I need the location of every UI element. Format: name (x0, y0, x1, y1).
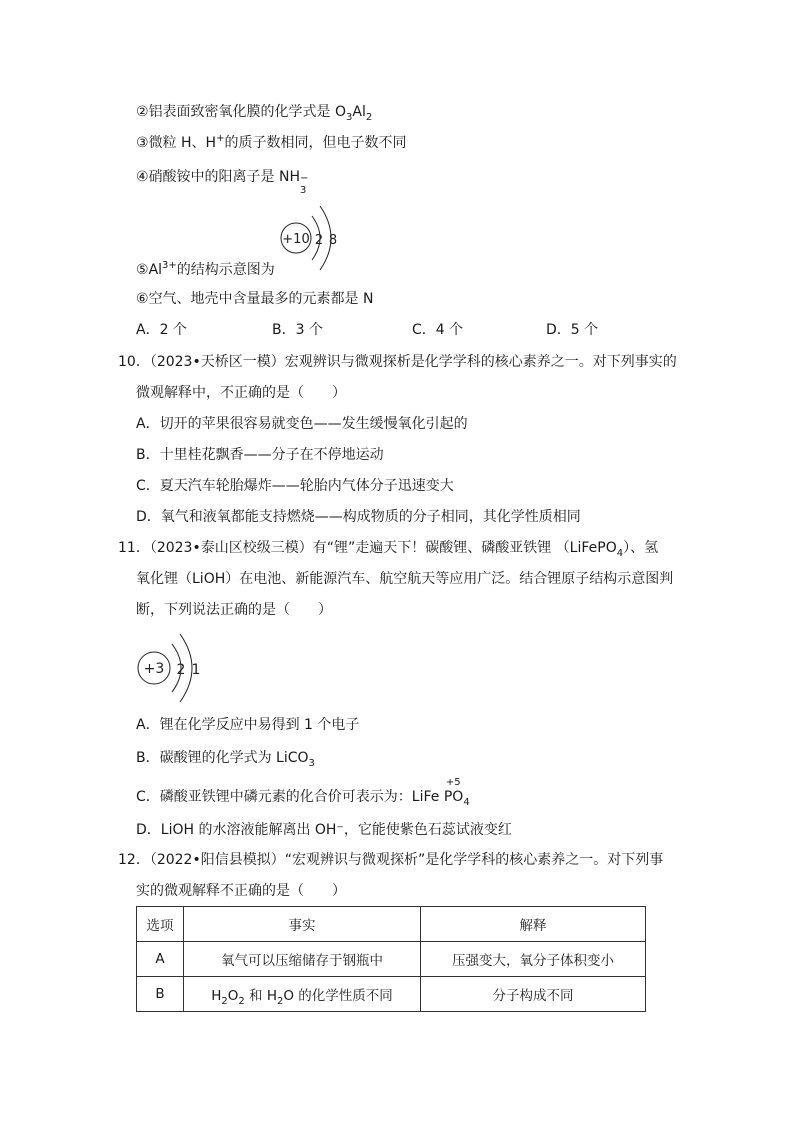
q11-option-d: D．LiOH 的水溶液能解离出 OH⁻，它能使紫色石蕊试液变红 (136, 822, 512, 838)
q10-stem-line-1: 10．（2023•天桥区一模）宏观辨识与微观探析是化学学科的核心素养之一。对下列事实的 (118, 354, 677, 370)
shell-2-electrons: 1 (191, 662, 201, 678)
shell-2-electrons: 8 (328, 233, 338, 248)
nucleus-charge: +10 (282, 232, 310, 247)
q10-option-c: C．夏天汽车轮胎爆炸——轮胎内气体分子迅速变大 (136, 478, 454, 494)
q9-item-5: $⑤Al^{3+}$的结构示意图为 (136, 260, 275, 278)
row-a-fact: 氧气可以压缩储存于钢瓶中 (184, 942, 421, 977)
table-row (137, 942, 646, 977)
table-header-row (137, 907, 646, 942)
q9-option-b: B．3 个 (272, 322, 323, 338)
q10-option-d: D．氧气和液氧都能支持燃烧——构成物质的分子相同，其化学性质相同 (136, 509, 581, 525)
row-a-option: A (137, 942, 184, 977)
q10-stem-line-2: 微观解释中，不正确的是（ ） (136, 385, 346, 401)
header-explanation: 解释 (421, 907, 646, 942)
q11-option-c: C．磷酸亚铁锂中磷元素的化合价可表示为：LiFe +5 $PO_4$ (136, 777, 470, 808)
row-b-explanation: 分子构成不同 (421, 977, 646, 1012)
q12-stem-line-1: 12．（2022•阳信县模拟）“宏观辨识与微观探析”是化学学科的核心素养之一。对下列事 (118, 852, 664, 868)
q11-stem-line-3: 断，下列说法正确的是（ ） (136, 602, 332, 618)
q11-stem-line-1: 11．（2023•泰山区校级三模）有“锂”走遍天下！碳酸锂、磷酸亚铁锂 （LiFePO$_4$）、氢 (118, 540, 659, 559)
q9-option-d: D．5 个 (546, 322, 599, 338)
row-a-explanation: 压强变大，氧分子体积变小 (421, 942, 646, 977)
shell-1-electrons: 2 (314, 233, 324, 248)
q10-option-b: B．十里桂花飘香——分子在不停地运动 (136, 447, 384, 463)
q11-option-a: A．锂在化学反应中易得到 1 个电子 (136, 717, 360, 733)
q9-option-a: A．2 个 (136, 322, 187, 338)
q9-item-2: ②铝表面致密氧化膜的化学式是 $O_3Al_2$ (136, 104, 373, 123)
header-fact: 事实 (184, 907, 421, 942)
q11-stem-line-2: 氧化锂（LiOH）在电池、新能源汽车、航空航天等应用广泛。结合锂原子结构示意图判 (136, 571, 674, 587)
row-b-fact: $H_2O_2$ 和 $H_2O$ 的化学性质不同 (184, 977, 421, 1012)
q9-option-c: C．4 个 (412, 322, 464, 338)
q12-stem-line-2: 实的微观解释不正确的是（ ） (136, 883, 346, 899)
nucleus-charge: +3 (143, 661, 165, 677)
q10-option-a: A．切开的苹果很容易就变色——发生缓慢氧化引起的 (136, 416, 468, 432)
q9-item-3: ③微粒 H、H+的质子数相同，但电子数不同 (136, 133, 407, 151)
valence-notation: +5 P (443, 777, 461, 805)
shell-1-electrons: 2 (176, 662, 186, 678)
header-option: 选项 (137, 907, 184, 942)
row-b-option: B (137, 977, 184, 1012)
li-atom-structure-diagram (134, 630, 214, 706)
table-row (137, 977, 646, 1012)
q9-item-6: ⑥空气、地壳中含量最多的元素都是 N (136, 291, 374, 307)
q11-option-b: B．碳酸锂的化学式为 LiCO$_3$ (136, 750, 315, 769)
al-ion-structure-diagram (276, 200, 356, 276)
q12-facts-table (136, 906, 646, 1012)
q9-item-4: ④硝酸铵中的阳离子是 NH − 3 (136, 169, 309, 196)
